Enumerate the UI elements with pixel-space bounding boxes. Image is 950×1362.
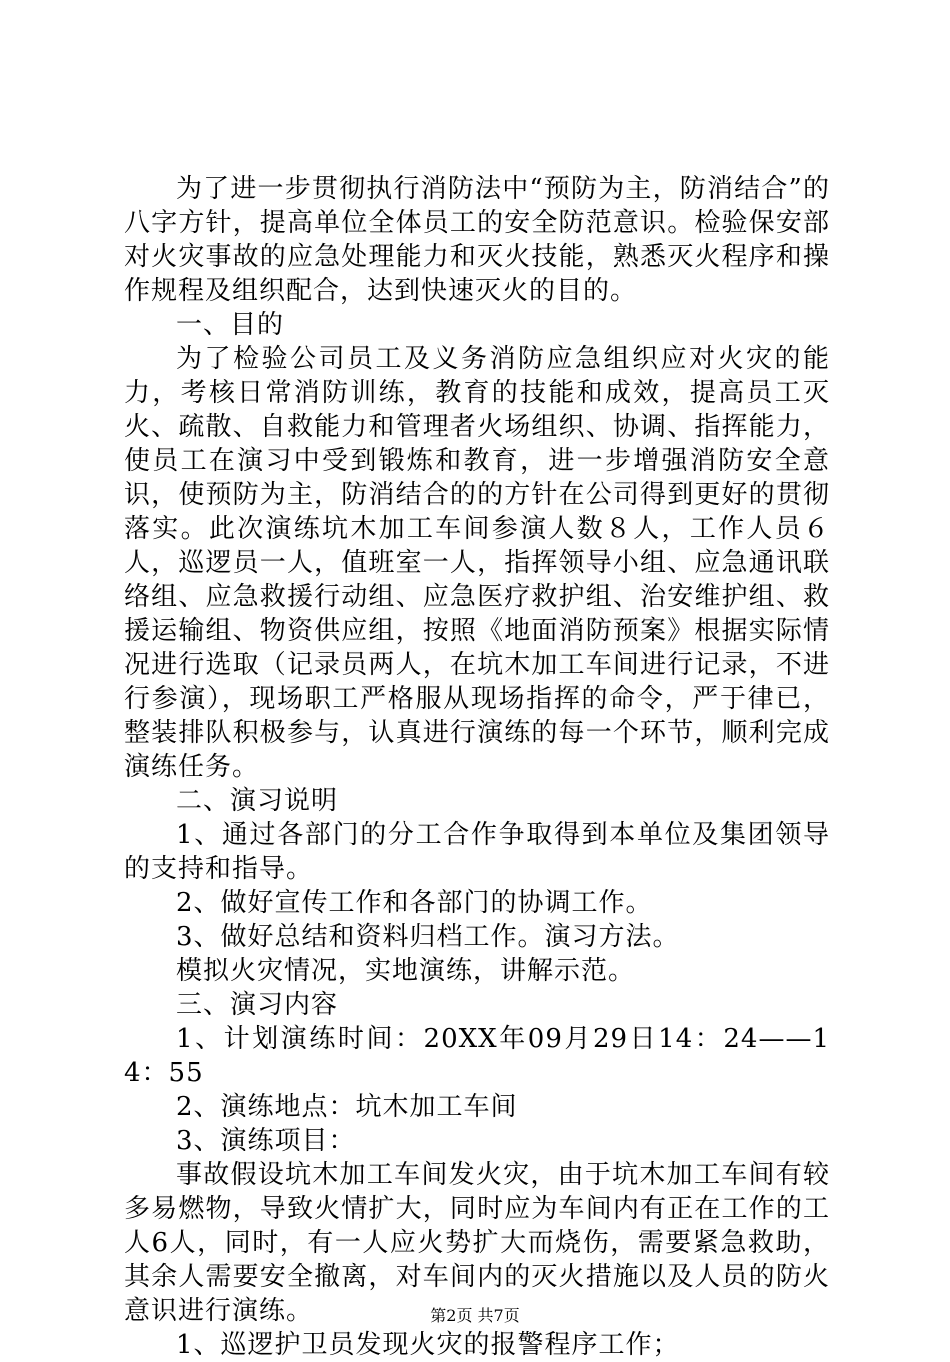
content-item-project: 3、演练项目： (176, 1126, 356, 1156)
description-item-1: 1、通过各部门的分工合作争取得到本单位及集团领导的支持和指导。 (124, 820, 830, 884)
content-item-time: 1、计划演练时间：20XX年09月29日14：24——14：55 (124, 1024, 830, 1088)
document-body (124, 172, 830, 1362)
content-item-location: 2、演练地点：坑木加工车间 (176, 1092, 518, 1122)
drill-method-paragraph: 模拟火灾情况，实地演练，讲解示范。 (176, 956, 636, 986)
section-heading-drill-content: 三、演习内容 (176, 990, 339, 1020)
page-number-footer: 第2页 共7页 (430, 1306, 520, 1325)
procedure-item-1: 1、巡逻护卫员发现火灾的报警程序工作； (176, 1330, 680, 1360)
section-heading-drill-description: 二、演习说明 (176, 786, 339, 816)
description-item-3: 3、做好总结和资料归档工作。演习方法。 (176, 922, 680, 952)
description-item-2: 2、做好宣传工作和各部门的协调工作。 (176, 888, 653, 918)
intro-paragraph: 为了进一步贯彻执行消防法中“预防为主，防消结合”的八字方针，提高单位全体员工的安全防范意识。检验保安部对火灾事故的应急处理能力和灭火技能，熟悉灭火程序和操作规程及组织配合，达到快速灭火的目的。 (124, 174, 830, 306)
purpose-paragraph: 为了检验公司员工及义务消防应急组织应对火灾的能力，考核日常消防训练，教育的技能和成效，提高员工灭火、疏散、自救能力和管理者火场组织、协调、指挥能力，使员工在演习中受到锻炼和教育，进一步增强消防安全意识，使预防为主，防消结合的的方针在公司得到更好的贯彻落实。此次演练坑木加工车间参演人数８人，工作人员６人，巡逻员一人，值班室一人，指挥领导小组、应急通讯联络组、应急救援行动组、应急医疗救护组、治安维护组、救援运输组、物资供应组，按照《地面消防预案》根据实际情况进行选取（记录员两人，在坑木加工车间进行记录，不进行参演），现场职工严格服从现场指挥的命令，严于律已，整装排队积极参与，认真进行演练的每一个环节，顺利完成演练任务。 (124, 344, 830, 782)
section-heading-purpose: 一、目的 (176, 310, 285, 340)
scenario-paragraph: 事故假设坑木加工车间发火灾，由于坑木加工车间有较多易燃物，导致火情扩大，同时应为车间内有正在工作的工人6人，同时，有一人应火势扩大而烧伤，需要紧急救助，其余人需要安全撤离，对车间内的灭火措施以及人员的防火意识进行演练。 (124, 1160, 830, 1326)
